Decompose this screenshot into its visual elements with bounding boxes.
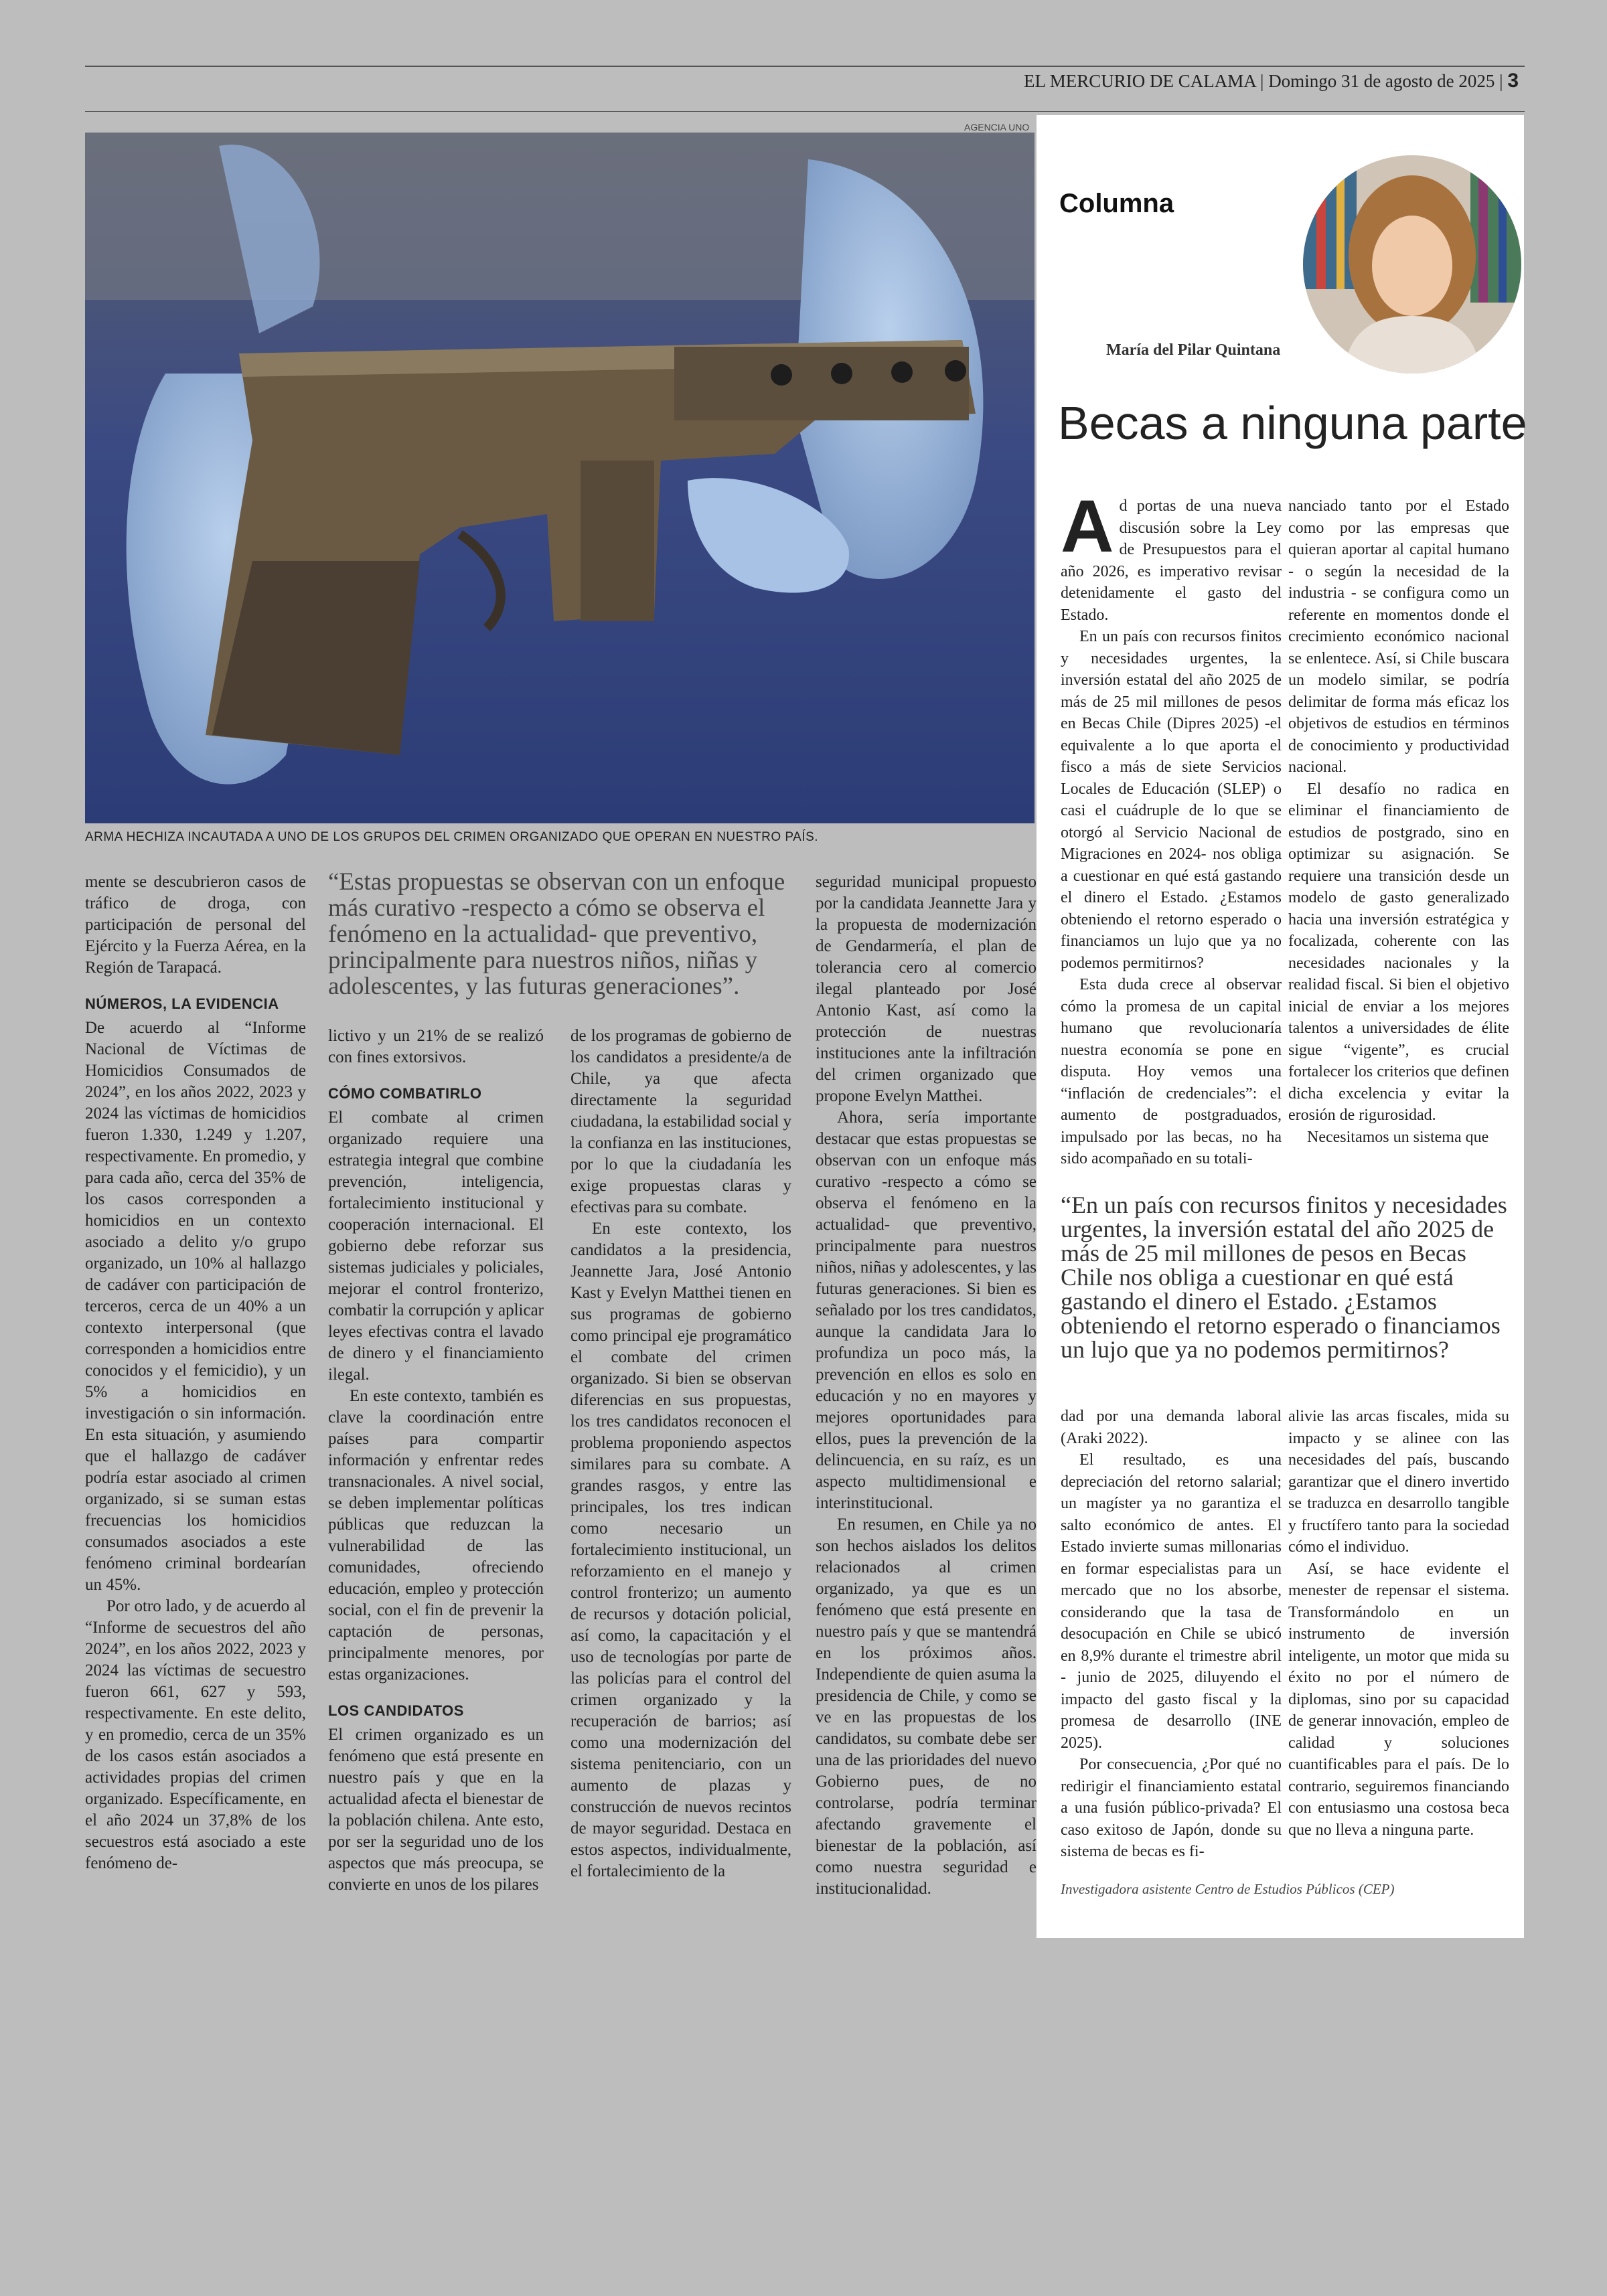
article-pull-quote: “Estas propuestas se observan con un enfoque más curativo -respecto a cómo se observa el fenómeno en la actualidad- que preventivo, principalmente para nuestros niños, niñas y adolescentes, y las futuras generaciones”.	[328, 868, 785, 1000]
article-paragraph: Ahora, sería importante destacar que estas propuestas se observan con un enfoque más curativo -respecto a cómo se observa el fenómeno en la actualidad- que preventivo, principalmente para nuestros niños, niñas y adolescentes, y las futuras generaciones. Si bien es señalado por los tres candidatos, aunque la candidata Jara lo profundiza un poco más, la prevención en ellos es solo en educación y no en mayores y mejores oportunidades para ellos, pues la prevención de la delincuencia, en su raíz, es un aspecto multidimensional e interinstitucional.	[816, 1109, 1037, 1512]
header-date: Domingo 31 de agosto de 2025	[1268, 71, 1495, 91]
article-column-1	[85, 872, 306, 1874]
column-text-2	[1288, 495, 1509, 1148]
column-text-4	[1288, 1406, 1509, 1841]
article-paragraph: En resumen, en Chile ya no son hechos aislados los delitos relacionados al crimen organizado, ya que es un fenómeno que está presente en nuestro país y que se mantendrá en los próximos años. Independiente de quien asuma la presidencia de Chile, y como se ve en las propuestas de los candidatos, su combate debe ser una de las prioridades del nuevo Gobierno pues, de no controlarse, podría terminar afectando gravemente el bienestar de la población, así como nuestra seguridad e institucionalidad.	[816, 1515, 1037, 1898]
column-paragraph: alivie las arcas fiscales, mida su impacto y se alinee con las necesidades del país, buscando garantizar que el dinero invertido se traduzca en desarrollo tangible y fructífero tanto para la sociedad cómo el individuo.	[1288, 1408, 1509, 1556]
column-author: María del Pilar Quintana	[1106, 341, 1281, 359]
column-paragraph: nanciado tanto por el Estado como por las empresas que quieran aportar al capital humano - o según la necesidad de la industria - se configura como un referente en momentos donde el crecimiento económico nacional se enlentece. Así, si Chile buscara un modelo similar, se podría delimitar de forma más eficaz los objetivos de estudios en términos de conocimiento y productividad nacional.	[1288, 497, 1509, 776]
column-paragraph: Ad portas de una nueva discusión sobre la Ley de Presupuestos para el año 2026, es imperativo revisar detenidamente el gasto del Estado.	[1061, 485, 1282, 624]
publication-name: EL MERCURIO DE CALAMA	[1024, 71, 1256, 91]
article-paragraph: seguridad municipal propuesto por la candidata Jeannette Jara y la propuesta de modernización de Gendarmería, el plan de tolerancia cero al comercio ilegal planteado por José Antonio Kast, así como la protección de nuestras instituciones ante la infiltración del crimen organizado que propone Evelyn Matthei.	[816, 873, 1037, 1105]
article-paragraph: lictivo y un 21% de se realizó con fines extorsivos.	[328, 1027, 544, 1066]
column-paragraph: dad por una demanda laboral (Araki 2022).	[1061, 1408, 1282, 1447]
column-paragraph: Por consecuencia, ¿Por qué no redirigir el financiamiento estatal a una fusión público-privada? El caso exitoso de Japón, donde su sistema de becas es fi-	[1061, 1756, 1282, 1860]
section-heading: NÚMEROS, LA EVIDENCIA	[85, 995, 279, 1012]
section-heading: CÓMO COMBATIRLO	[328, 1085, 482, 1102]
photo-credit: AGENCIA UNO	[964, 122, 1030, 133]
column-paragraph: Así, se hace evidente el menester de repensar el sistema. Transformándolo en un instrumento de inversión inteligente, un motor que mida su éxito no por el número de diplomas, sino por su capacidad de generar innovación, empleo de calidad y soluciones cuantificables para el país. De lo contrario, seguiremos financiando con entusiasmo una costosa beca que no lleva a ninguna parte.	[1288, 1560, 1509, 1839]
header-bottom-rule	[85, 111, 1525, 112]
drop-cap: A	[1061, 485, 1114, 568]
column-paragraph: En un país con recursos finitos y necesidades urgentes, la inversión estatal del año 2025 de más de 25 mil millones de pesos en Becas Chile (Dipres 2025) -el equivalente a lo que aporta el fisco a más de siete Servicios Locales de Educación (SLEP) o casi el cuádruple de lo que se otorgó al Servicio Nacional de Migraciones en 2024- nos obliga a cuestionar en qué está gastando el dinero el Estado. ¿Estamos obteniendo el retorno esperado o financiamos un lujo que ya no podemos permitirnos?	[1061, 628, 1282, 972]
article-photo	[85, 133, 1035, 823]
author-portrait	[1303, 155, 1521, 374]
article-paragraph: En este contexto, los candidatos a la presidencia, Jeannette Jara, José Antonio Kast y Evelyn Matthei tienen en sus programas de gobierno como principal eje programático el combate del crimen organizado. Si bien se observan diferencias en sus propuestas, los tres candidatos reconocen el problema proponiendo aspectos similares para su combate. A grandes rasgos, y entre las principales, los tres indican como necesario un fortalecimiento institucional, un reforzamiento en el manejo y control fronterizo; un aumento de recursos y dotación policial, así como, la capacitación y el uso de tecnologías por parte de las policías para el control del crimen organizado y la recuperación de barrios; así como una modernización del sistema penitenciario, con un aumento de plazas y construcción de nuevos recintos de mayor seguridad. Destaca en estos aspectos, individualmente, el fortalecimiento de la	[570, 1220, 791, 1880]
page-header: EL MERCURIO DE CALAMA | Domingo 31 de agosto de 2025 | 3	[1024, 70, 1519, 92]
column-headline: Becas a ninguna parte	[1058, 397, 1527, 449]
seized-weapon-image	[85, 133, 1035, 823]
column-pull-quote: “En un país con recursos finitos y necesidades urgentes, la inversión estatal del año 2025 de más de 25 mil millones de pesos en Becas Chile nos obliga a cuestionar en qué está gastando el dinero el Estado. ¿Estamos obteniendo el retorno esperado o financiamos un lujo que ya no podemos permitirnos?	[1061, 1192, 1507, 1363]
article-paragraph: de los programas de gobierno de los candidatos a presidente/a de Chile, ya que afecta directamente la seguridad ciudadana, la estabilidad social y la confianza en las instituciones, por lo que la ciudadanía les exige propuestas claras y efectivas para su combate.	[570, 1027, 791, 1216]
article-column-3	[570, 1026, 791, 1882]
column-paragraph: Esta duda crece al observar cómo la promesa de un capital humano que revolucionaría nuestra economía se pone en disputa. Hoy vemos una “inflación de credenciales”: el aumento de postgraduados, impulsado por las becas, no ha sido acompañado en su totali-	[1061, 976, 1282, 1167]
article-column-4	[816, 872, 1037, 1900]
page-number: 3	[1507, 70, 1519, 92]
author-avatar	[1303, 155, 1521, 374]
column-paragraph: El desafío no radica en eliminar el financiamiento de estudios de postgrado, sino en optimizar su asignación. Se requiere una transición desde un modelo de gasto generalizado hacia una inversión estratégica y focalizada, coherente con las necesidades nacionales y la realidad fiscal. Si bien el objetivo inicial de enviar a los mejores talentos a universidades de élite sigue “vigente”, es crucial fortalecer los criterios que definen dicha excelencia y evitar la erosión de rigurosidad.	[1288, 780, 1509, 1124]
column-kicker: Columna	[1059, 189, 1174, 218]
column-text-1	[1061, 485, 1282, 1170]
photo-caption: ARMA HECHIZA INCAUTADA A UNO DE LOS GRUPOS DEL CRIMEN ORGANIZADO QUE OPERAN EN NUESTRO PAÍS.	[85, 830, 819, 844]
article-paragraph: El combate al crimen organizado requiere una estrategia integral que combine prevención, inteligencia, fortalecimiento institucional y cooperación internacional. El gobierno debe reforzar sus sistemas judiciales y policiales, mejorar el control fronterizo, combatir la corrupción y aplicar leyes efectivas contra el lavado de dinero y el financiamiento ilegal.	[328, 1109, 544, 1384]
article-column-2	[328, 1026, 544, 1896]
column-text-3	[1061, 1406, 1282, 1863]
article-paragraph: En este contexto, también es clave la coordinación entre países para compartir información y enfrentar redes transnacionales. A nivel social, se deben implementar políticas públicas que reduzcan la vulnerabilidad de las comunidades, ofreciendo educación, empleo y protección social, con el fin de prevenir la captación de personas, principalmente menores, por estas organizaciones.	[328, 1387, 544, 1684]
article-paragraph: mente se descubrieron casos de tráfico de droga, con participación de personal del Ejército y la Fuerza Aérea, en la Región de Tarapacá.	[85, 873, 306, 977]
column-paragraph: Necesitamos un sistema que	[1307, 1128, 1489, 1146]
article-paragraph: El crimen organizado es un fenómeno que está presente en nuestro país y que en la actualidad afecta el bienestar de la población chilena. Ante esto, por ser la seguridad uno de los aspectos que más preocupa, se convierte en unos de los pilares	[328, 1726, 544, 1894]
article-paragraph: De acuerdo al “Informe Nacional de Víctimas de Homicidios Consumados de 2024”, en los años 2022, 2023 y 2024 las víctimas de homicidios fueron 1.330, 1.249 y 1.207, respectivamente. En promedio, y para cada año, cerca del 35% de los casos corresponden a homicidios en un contexto asociado a delito y/o grupo organizado, un 10% al hallazgo de cadáver con participación de terceros, cerca de un 40% a un contexto interpersonal (que corresponden a homicidios entre conocidos y el femicidio), y un 5% a homicidios en investigación o sin información. En esta situación, y asumiendo que el hallazgo de cadáver podría estar asociado al crimen organizado, si se suman estas frecuencias los homicidios consumados asociados a este fenómeno criminal bordearían un 45%.	[85, 1019, 306, 1594]
column-paragraph: El resultado, es una depreciación del retorno salarial; un magíster ya no garantiza el salto económico de antes. El Estado invierte sumas millonarias en formar especialistas para un mercado que no los absorbe, considerando que la tasa de desocupación en Chile se ubicó en 8,9% durante el trimestre abril - junio de 2025, diluyendo el impacto del gasto fiscal y la promesa de desarrollo (INE 2025).	[1061, 1451, 1282, 1752]
article-paragraph: Por otro lado, y de acuerdo al “Informe de secuestros del año 2024”, en los años 2022, 2023 y 2024 las víctimas de secuestro fueron 661, 627 y 593, respectivamente. En este delito, y en promedio, cerca de un 35% de los casos están asociados a actividades propias del crimen organizado. Específicamente, en el año 2024 un 37,8% de los secuestros está asociado a este fenómeno de-	[85, 1597, 306, 1872]
header-top-rule	[85, 66, 1525, 67]
author-affiliation: Investigadora asistente Centro de Estudios Públicos (CEP)	[1061, 1881, 1395, 1897]
section-heading: LOS CANDIDATOS	[328, 1702, 464, 1719]
